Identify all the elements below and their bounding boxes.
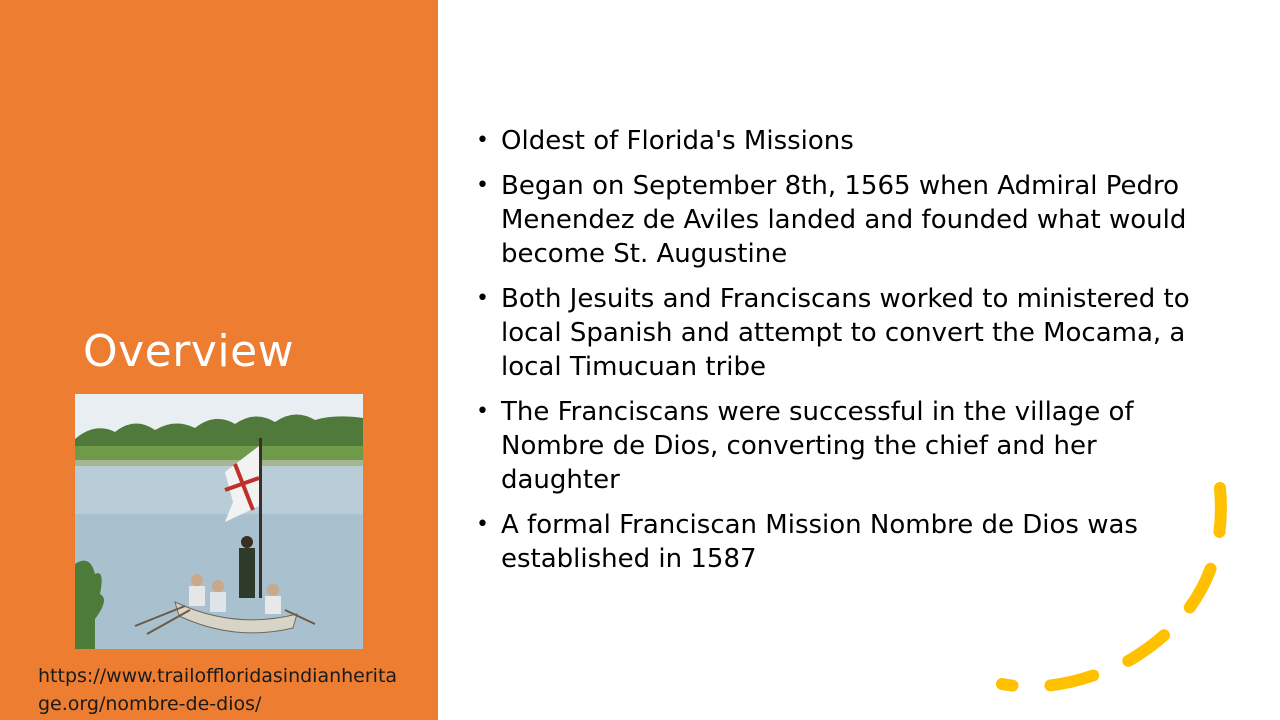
bullet-text: The Franciscans were successful in the village of Nombre de Dios, converting the chief and her daughter <box>501 397 1134 495</box>
bullet-dot-icon: • <box>476 512 489 537</box>
bullet-text: A formal Franciscan Mission Nombre de Dios was established in 1587 <box>501 510 1138 574</box>
slide-title: Overview <box>83 326 295 377</box>
bullet-text: Oldest of Florida's Missions <box>501 126 854 156</box>
bullet-text: Both Jesuits and Franciscans worked to ministered to local Spanish and attempt to convert the Mocama, a local Timucuan tribe <box>501 284 1190 382</box>
bullet-dot-icon: • <box>476 173 489 198</box>
bullet-dot-icon: • <box>476 286 489 311</box>
bullet-dot-icon: • <box>476 128 489 153</box>
bullet-item <box>474 282 1194 384</box>
dashed-arc-decoration <box>990 470 1250 700</box>
bullet-text: Began on September 8th, 1565 when Admiral Pedro Menendez de Aviles landed and founded what would become St. Augustine <box>501 171 1187 269</box>
boat-photo <box>75 394 363 649</box>
bullet-dot-icon: • <box>476 399 489 424</box>
bullet-item <box>474 169 1194 271</box>
bullet-item <box>474 124 1194 158</box>
source-link[interactable]: https://www.trailoffloridasindianheritage.org/nombre-de-dios/ <box>38 665 398 715</box>
